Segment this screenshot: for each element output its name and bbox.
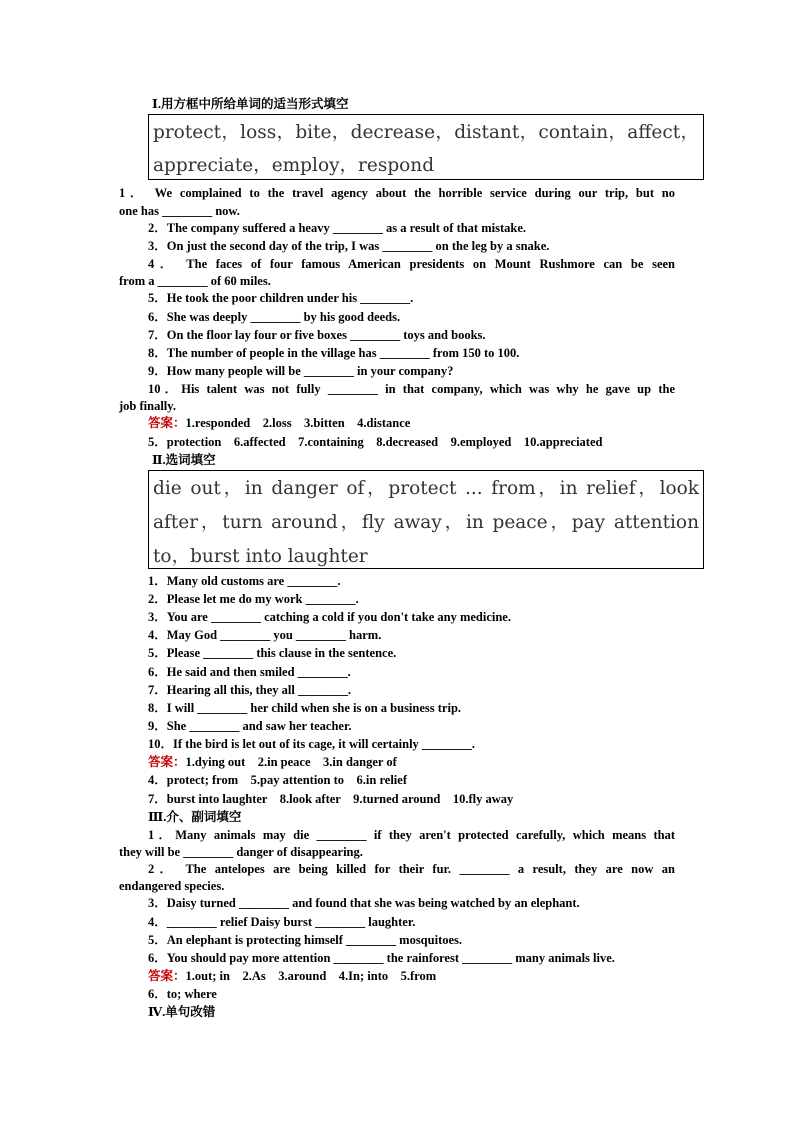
s1-answer-text1: 1.responded 2.loss 3.bitten 4.distance bbox=[185, 416, 411, 430]
s1-answer-label: 答案： bbox=[148, 416, 186, 430]
s2-q7: 7．Hearing all this, they all ________. bbox=[148, 683, 352, 697]
s2-q2: 2．Please let me do my work ________. bbox=[148, 592, 359, 606]
s1-answer-line2: 5．protection 6.affected 7.containing 8.decreased 9.employed 10.appreciated bbox=[148, 435, 603, 449]
s1-q1-line1: 1． We complained to the travel agency about the horrible service during our trip, but no bbox=[119, 186, 675, 200]
s3-q2-line2: endangered species. bbox=[119, 879, 225, 893]
section1-title: Ⅰ.用方框中所给单词的适当形式填空 bbox=[152, 97, 349, 111]
s1-q10-line2: job finally. bbox=[119, 399, 176, 413]
s3-q2-line1: 2． The antelopes are being killed for their fur. ________ a result, they are now an bbox=[148, 862, 675, 876]
s1-q2: 2．The company suffered a heavy ________ as a result of that mistake. bbox=[148, 221, 527, 235]
s3-q4: 4．________ relief Daisy burst ________ laughter. bbox=[148, 915, 416, 929]
s1-answer-line1 bbox=[148, 414, 410, 432]
s2-q3: 3．You are ________ catching a cold if you don't take any medicine. bbox=[148, 610, 511, 624]
section2-phrase-box-line3: to，burst into laughter bbox=[153, 546, 368, 567]
s1-q10-line1: 10．His talent was not fully ________ in that company, which was why he gave up the bbox=[148, 382, 675, 396]
section2-phrase-box bbox=[148, 470, 704, 569]
section1-word-box-line2: appreciate，employ，respond bbox=[153, 155, 435, 176]
s3-answer-line1 bbox=[148, 967, 436, 985]
s3-q5: 5．An elephant is protecting himself ________ mosquitoes. bbox=[148, 933, 463, 947]
s2-q4: 4．May God ________ you ________ harm. bbox=[148, 628, 382, 642]
s2-q10: 10．If the bird is let out of its cage, it will certainly ________. bbox=[148, 737, 476, 751]
s2-q9: 9．She ________ and saw her teacher. bbox=[148, 719, 352, 733]
s1-q4-line1: 4． The faces of four famous American presidents on Mount Rushmore can be seen bbox=[148, 257, 675, 271]
s3-q6: 6．You should pay more attention ________ the rainforest ________ many animals live. bbox=[148, 951, 615, 965]
section1-word-box-line1: protect，loss，bite，decrease，distant，contain，affect， bbox=[153, 122, 699, 143]
s1-q8: 8．The number of people in the village has ________ from 150 to 100. bbox=[148, 346, 520, 360]
s3-answer-line2: 6．to; where bbox=[148, 987, 217, 1001]
s1-q1-line2: one has ________ now. bbox=[119, 204, 240, 218]
section2-title: Ⅱ.选词填空 bbox=[152, 453, 216, 467]
s2-answer-line3: 7．burst into laughter 8.look after 9.turned around 10.fly away bbox=[148, 792, 514, 806]
section2-phrase-box-line1: die out，in danger of，protect ... from，in relief，look bbox=[153, 478, 699, 499]
s3-answer-text1: 1.out; in 2.As 3.around 4.In; into 5.from bbox=[185, 969, 437, 983]
s2-answer-line2: 4．protect; from 5.pay attention to 6.in relief bbox=[148, 773, 407, 787]
s2-q6: 6．He said and then smiled ________. bbox=[148, 665, 351, 679]
s2-answer-label: 答案： bbox=[148, 755, 186, 769]
s3-q1-line1: 1．Many animals may die ________ if they aren't protected carefully, which means that bbox=[148, 828, 675, 842]
s2-q1: 1．Many old customs are ________. bbox=[148, 574, 341, 588]
s3-answer-label: 答案： bbox=[148, 969, 186, 983]
s1-q4-line2: from a ________ of 60 miles. bbox=[119, 274, 271, 288]
s1-q3: 3．On just the second day of the trip, I was ________ on the leg by a snake. bbox=[148, 239, 550, 253]
section2-phrase-box-line2: after，turn around，fly away，in peace，pay attention bbox=[153, 512, 699, 533]
s3-q3: 3．Daisy turned ________ and found that she was being watched by an elephant. bbox=[148, 896, 580, 910]
s1-q7: 7．On the floor lay four or five boxes ________ toys and books. bbox=[148, 328, 486, 342]
s2-answer-line1 bbox=[148, 753, 397, 771]
section3-title: Ⅲ.介、副词填空 bbox=[148, 810, 242, 824]
section1-word-box bbox=[148, 114, 704, 180]
section4-title: Ⅳ.单句改错 bbox=[148, 1005, 216, 1019]
s3-q1-line2: they will be ________ danger of disappearing. bbox=[119, 845, 363, 859]
s1-q5: 5．He took the poor children under his ________. bbox=[148, 291, 414, 305]
s2-q5: 5．Please ________ this clause in the sentence. bbox=[148, 646, 397, 660]
s2-q8: 8．I will ________ her child when she is on a business trip. bbox=[148, 701, 462, 715]
s2-answer-text1: 1.dying out 2.in peace 3.in danger of bbox=[185, 755, 397, 769]
s1-q9: 9．How many people will be ________ in your company? bbox=[148, 364, 454, 378]
s1-q6: 6．She was deeply ________ by his good deeds. bbox=[148, 310, 401, 324]
